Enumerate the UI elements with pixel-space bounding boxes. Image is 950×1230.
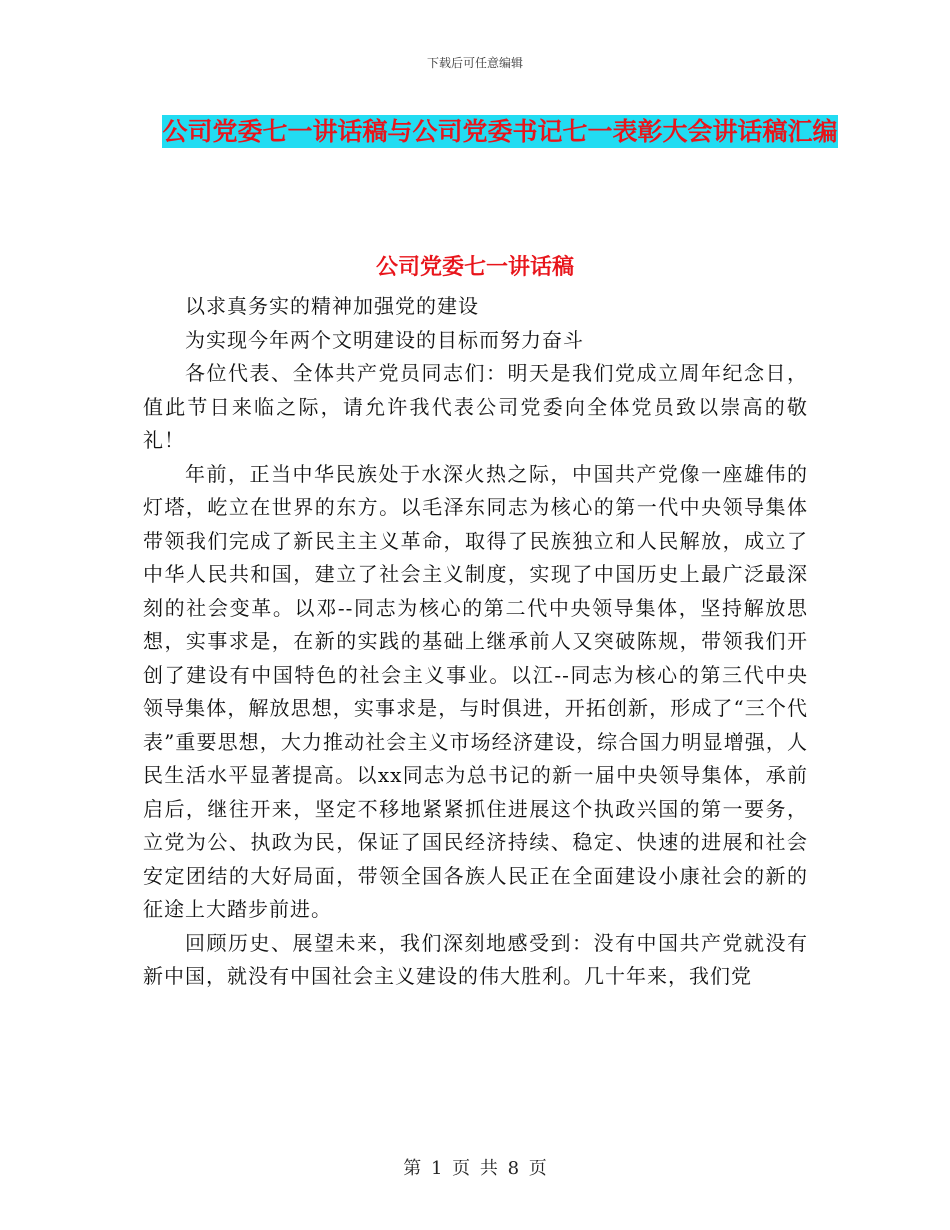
main-title [160,110,840,153]
paragraph: 回顾历史、展望未来，我们深刻地感受到：没有中国共产党就没有新中国，就没有中国社会主义建设的伟大胜利。几十年来，我们党 [143,930,808,988]
body-text [143,290,808,994]
section-title: 公司党委七一讲话稿 [375,255,574,280]
paragraph: 各位代表、全体共产党员同志们：明天是我们党成立周年纪念日，值此节日来临之际，请允许我代表公司党委向全体党员致以崇高的敬礼！ [143,361,808,452]
paragraph: 年前，正当中华民族处于水深火热之际，中国共产党像一座雄伟的灯塔，屹立在世界的东方。以毛泽东同志为核心的第一代中央领导集体带领我们完成了新民主主义革命，取得了民族独立和人民解放，成立了中华人民共和国，建立了社会主义制度，实现了中国历史上最广泛最深刻的社会变革。以邓--同志为核心的第二代中央领导集体，坚持解放思想，实事求是，在新的实践的基础上继承前人又突破陈规，带领我们开创了建设有中国特色的社会主义事业。以江--同志为核心的第三代中央领导集体，解放思想，实事求是，与时俱进，开拓创新，形成了“三个代表”重要思想，大力推动社会主义市场经济建设，综合国力明显增强，人民生活水平显著提高。以xx同志为总书记的新一届中央领导集体，承前启后，继往开来，坚定不移地紧紧抓住进展这个执政兴国的第一要务，立党为公、执政为民，保证了国民经济持续、稳定、快速的进展和社会安定团结的大好局面，带领全国各族人民正在全面建设小康社会的新的征途上大踏步前进。 [143,461,808,921]
main-title-text: 公司党委七一讲话稿与公司党委书记七一表彰大会讲话稿汇编 [162,117,838,146]
page-footer: 第 1 页 共 8 页 [403,1158,547,1179]
paragraph: 以求真务实的精神加强党的建设 [185,294,479,318]
paragraph: 为实现今年两个文明建设的目标而努力奋斗 [185,327,584,352]
header-note: 下载后可任意编辑 [426,56,523,70]
